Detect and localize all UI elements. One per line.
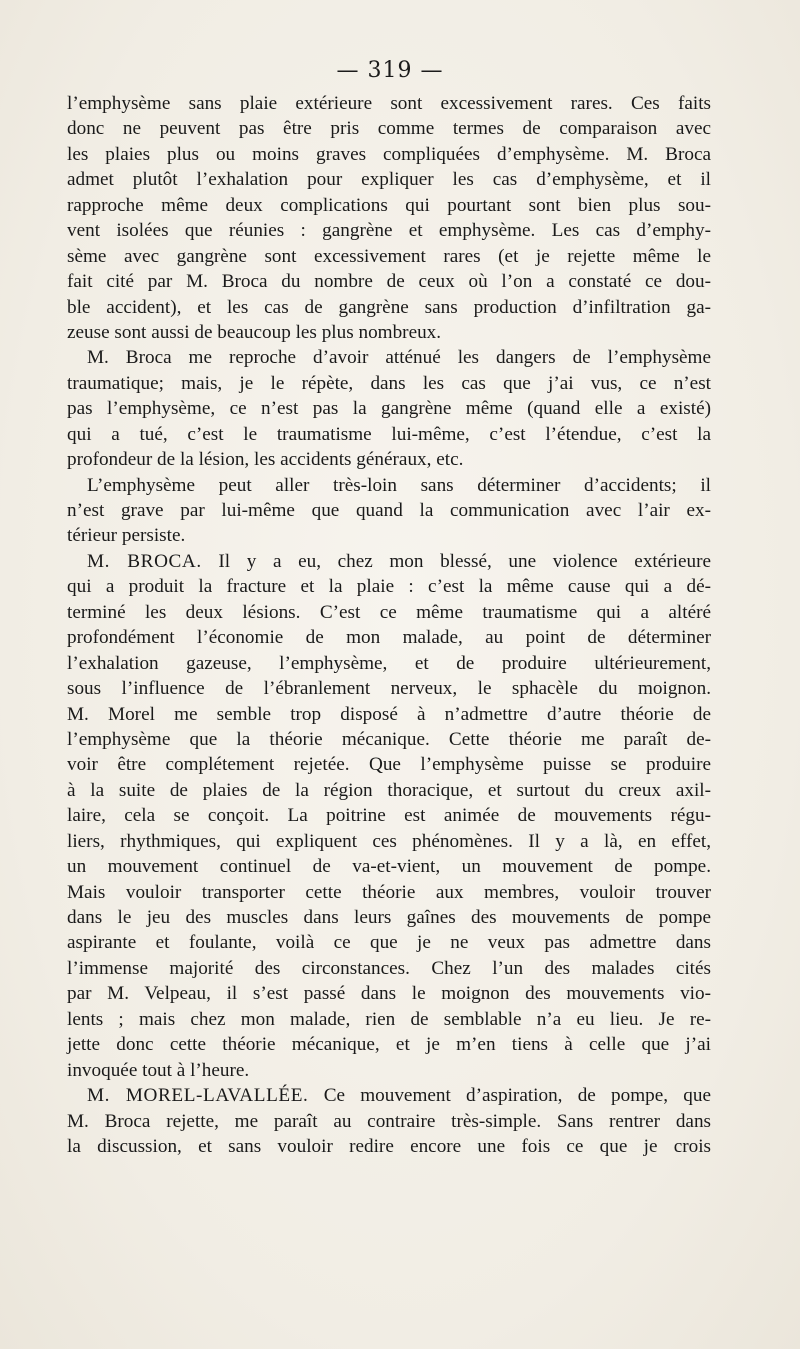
text-line: n’est grave par lui-même que quand la communication avec l’air ex- [67, 500, 711, 521]
text-line: M. Broca me reproche d’avoir atténué les dangers de l’emphysème [87, 347, 711, 369]
text-line: invoquée tout à l’heure. [67, 1059, 250, 1081]
text-line: admet plutôt l’exhalation pour expliquer les cas d’emphysème, et il [67, 169, 711, 191]
text-line: profondément l’économie de mon malade, au point de déterminer [67, 627, 711, 649]
paragraph [67, 549, 711, 1083]
text-line: Mais vouloir transporter cette théorie aux membres, vouloir trouver [67, 881, 711, 903]
text-line: zeuse sont aussi de beaucoup les plus nombreux. [67, 321, 442, 343]
text-line: dans le jeu des muscles dans leurs gaînes des mouvements de pompe [67, 907, 711, 928]
text-line: qui a tué, c’est le traumatisme lui-même, c’est l’étendue, c’est la [67, 423, 711, 445]
text-line: à la suite de plaies de la région thoracique, et surtout du creux axil- [67, 779, 711, 801]
text-line: jette donc cette théorie mécanique, et je m’en tiens à celle que j’ai [67, 1034, 711, 1056]
text-line: par M. Velpeau, il s’est passé dans le moignon des mouvements vio- [67, 983, 711, 1005]
page-number: — 319 — [336, 58, 444, 83]
text-line: l’exhalation gazeuse, l’emphysème, et de produire ultérieurement, [67, 652, 711, 674]
text-line: sous l’influence de l’ébranlement nerveux, le sphacèle du moignon. [67, 678, 711, 700]
paragraph [67, 345, 711, 472]
text-line: pas l’emphysème, ce n’est pas la gangrène même (quand elle a existé) [67, 398, 711, 420]
text-line: l’emphysème que la théorie mécanique. Cette théorie me paraît de- [67, 728, 711, 750]
text-line: profondeur de la lésion, les accidents généraux, etc. [67, 449, 464, 471]
text-line: traumatique; mais, je le répète, dans les cas que j’ai vus, ce n’est [67, 372, 711, 394]
text-line: L’emphysème peut aller très-loin sans déterminer d’accidents; il [87, 474, 711, 496]
text-line: terminé les deux lésions. C’est ce même traumatisme qui a altéré [67, 601, 711, 623]
line-text: Il y a eu, chez mon blessé, une violence extérieure [218, 550, 711, 572]
text-line: térieur persiste. [67, 525, 186, 547]
text-line: liers, rhythmiques, qui expliquent ces phénomènes. Il y a là, en effet, [67, 830, 711, 852]
text-line: qui a produit la fracture et la plaie : c’est la même cause qui a dé- [67, 576, 711, 598]
paragraph [67, 1083, 711, 1159]
text-line: l’immense majorité des circonstances. Chez l’un des malades cités [67, 957, 711, 979]
speaker-name: M. MOREL-LAVALLÉE. [87, 1085, 309, 1107]
text-line: laire, cela se conçoit. La poitrine est animée de mouvements régu- [67, 805, 711, 827]
text-line: sème avec gangrène sont excessivement rares (et je rejette même le [67, 245, 711, 267]
text-line: aspirante et foulante, voilà ce que je ne veux pas admettre dans [67, 932, 711, 954]
text-line: voir être complétement rejetée. Que l’emphysème puisse se produire [67, 754, 711, 776]
text-line [67, 1083, 711, 1108]
speaker-name: M. BROCA. [87, 550, 202, 572]
text-line: vent isolées que réunies : gangrène et emphysème. Les cas d’emphy- [67, 220, 711, 242]
paragraph [67, 473, 711, 549]
body-text [67, 91, 711, 1159]
text-line: fait cité par M. Broca du nombre de ceux où l’on a constaté ce dou- [67, 271, 711, 293]
text-line: donc ne peuvent pas être pris comme termes de comparaison avec [67, 118, 711, 140]
text-line: M. Morel me semble trop disposé à n’admettre d’autre théorie de [67, 703, 711, 725]
text-line: la discussion, et sans vouloir redire encore une fois ce que je crois [67, 1135, 711, 1157]
text-line: l’emphysème sans plaie extérieure sont excessivement rares. Ces faits [67, 93, 711, 114]
paragraph [67, 91, 711, 345]
text-line [67, 549, 711, 574]
text-line: lents ; mais chez mon malade, rien de semblable n’a eu lieu. Je re- [67, 1008, 711, 1030]
line-text: Ce mouvement d’aspiration, de pompe, que [323, 1085, 711, 1107]
text-line: M. Broca rejette, me paraît au contraire très-simple. Sans rentrer dans [67, 1110, 711, 1132]
text-line: un mouvement continuel de va-et-vient, un mouvement de pompe. [67, 856, 711, 878]
text-line: ble accident), et les cas de gangrène sans production d’infiltration ga- [67, 296, 711, 318]
text-line: rapproche même deux complications qui pourtant sont bien plus sou- [67, 194, 711, 216]
text-line: les plaies plus ou moins graves compliquées d’emphysème. M. Broca [67, 143, 711, 165]
